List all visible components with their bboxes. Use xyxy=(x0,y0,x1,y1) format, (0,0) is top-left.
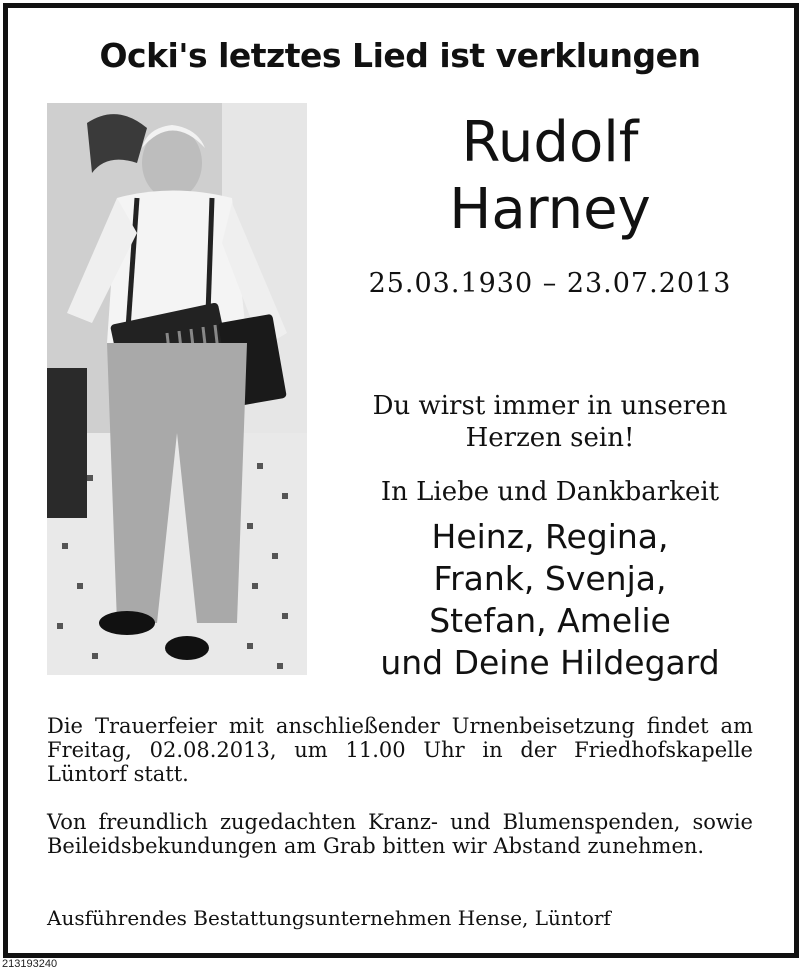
undertaker-line: Ausführendes Bestattungsunternehmen Hense, Lüntorf xyxy=(47,906,611,930)
dedication: In Liebe und Dankbarkeit xyxy=(380,477,720,507)
ad-code: 213193240 xyxy=(2,958,58,970)
last-name: Harney xyxy=(449,177,651,242)
first-name: Rudolf xyxy=(461,110,639,175)
verse-line-1: Du wirst immer in unseren xyxy=(372,391,728,421)
headline: Ocki's letztes Lied ist verklungen xyxy=(99,36,701,75)
family-line-1: Heinz, Regina, xyxy=(431,517,669,556)
life-dates: 25.03.1930 – 23.07.2013 xyxy=(368,268,732,299)
verse-line-2: Herzen sein! xyxy=(465,423,635,453)
donation-paragraph: Von freundlich zugedachten Kranz- und Blumenspenden, sowie Beileidsbekundungen am Grab bitten wir Abstand zunehmen. xyxy=(47,810,753,858)
funeral-paragraph: Die Trauerfeier mit anschließender Urnenbeisetzung findet am Freitag, 02.08.2013, um 11.00 Uhr in der Friedhofskapelle Lüntorf statt. xyxy=(47,714,753,786)
family-line-4: und Deine Hildegard xyxy=(380,643,720,682)
family-line-2: Frank, Svenja, xyxy=(433,559,667,598)
family-line-3: Stefan, Amelie xyxy=(429,601,671,640)
portrait-photo xyxy=(47,103,307,675)
accordion-player-icon xyxy=(47,103,307,675)
